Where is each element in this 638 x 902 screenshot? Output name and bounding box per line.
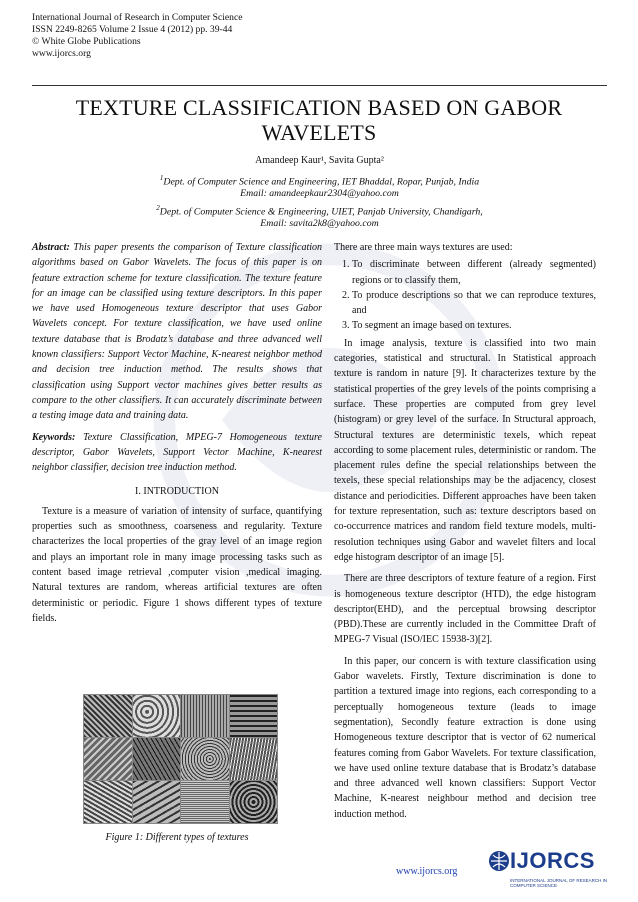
texture-sample (84, 738, 132, 780)
ijorcs-logo (488, 848, 595, 874)
footer-website-link[interactable]: www.ijorcs.org (396, 866, 458, 877)
intro-paragraph: Texture is a measure of variation of intensity of surface, quantifying properties such as smoothness, coarseness and regularity. Texture characterizes the local properties of the gray level of an image region and plays an important role in many image processing tasks such as content based image retrieval ,computer vision ,medical imaging. Natural textures are random, whereas artificial textures are often deterministic or periodic. Figure 1 shows different types of texture fields. (32, 505, 322, 624)
journal-name: International Journal of Research in Computer Science (32, 12, 243, 23)
globe-icon (488, 850, 510, 872)
header-divider (32, 85, 607, 86)
figure-texture-grid (83, 694, 278, 824)
figure-caption: Figure 1: Different types of textures (105, 832, 249, 843)
authors: Amandeep Kaur¹, Savita Gupta² (255, 155, 384, 166)
texture-sample (133, 738, 181, 780)
paragraph-analysis: In image analysis, texture is classified into two main categories, statistical and structural. In Statistical approach texture is random in nature [9]. It characterizes texture by the statistical properties of the grey levels of the points comprising a surface. These properties are computed from grey level (histogram) or grey level of the surface. In Structural approach, Structural textures are deterministic texels, which repeat according to some placement rules, deterministic or random. The placement rules define the special relationships between the texels, these special relationships may be the adjacency, closest distance and periodicities. Different approaches have been taken for texture representation, such as: texture descriptors based on co-occurrence matrices and random field texture models, multi-resolution techniques using Gabor and wavelet filters and local edge histogram descriptor of an image [5]. (334, 337, 596, 563)
affiliation-2-number: 2 (156, 204, 160, 212)
abstract-label: Abstract: (32, 242, 70, 253)
texture-sample (181, 781, 229, 823)
section-heading-introduction: I. INTRODUCTION (135, 486, 219, 498)
texture-sample (230, 695, 278, 737)
usage-list (334, 257, 596, 333)
affiliation-2-email: Email: savita2k8@yahoo.com (260, 218, 379, 230)
paragraph-descriptors: There are three descriptors of texture feature of a region. First is homogeneous texture descriptor (HTD), the edge histogram descriptor(EHD), and the perceptual browsing descriptor (PBD).These are currently included in the Committee Draft of MPEG-7 Visual (ISO/IEC 15938-3)[2]. (334, 573, 596, 646)
journal-issn: ISSN 2249-8265 Volume 2 Issue 4 (2012) pp. 39-44 (32, 24, 233, 35)
affiliation-2 (32, 202, 607, 230)
affiliation-1 (32, 172, 607, 200)
list-item: 3. To segment an image based on textures. (352, 318, 596, 333)
logo-subtitle: INTERNATIONAL JOURNAL OF RESEARCH IN COMPUTER SCIENCE (510, 878, 608, 888)
usage-lead: There are three main ways textures are used: (334, 242, 513, 253)
journal-website: www.ijorcs.org (32, 48, 91, 59)
paragraph-concern: In this paper, our concern is with texture classification using Gabor wavelets. Firstly, Texture discrimination is done to partition a textured image into regions, each corresponding to a perceptually homogeneous texture (leads to image segmentation), Secondly feature extraction is done using Homogeneous texture descriptor that is vector of 62 numerical features coming from Gabor Wavelets. For texture classification, we have used online texture database that is Brodatz’s database and three advanced well known classifiers: Support Vector Machine, K-nearest neighbour method and decision tree induction method. (334, 655, 596, 820)
keywords-label: Keywords: (32, 431, 76, 443)
affiliation-2-dept: Dept. of Computer Science & Engineering, UIET, Panjab University, Chandigarh, (159, 206, 483, 218)
paper-title (40, 95, 598, 145)
journal-publisher: © White Globe Publications (32, 36, 141, 47)
list-item: 1. To discriminate between different (already segmented) regions or to classify them, (352, 257, 596, 288)
texture-sample (230, 781, 278, 823)
texture-sample (181, 695, 229, 737)
journal-header (32, 12, 242, 60)
texture-sample (230, 738, 278, 780)
texture-sample (181, 738, 229, 780)
affiliation-1-email: Email: amandeepkaur2304@yahoo.com (240, 188, 399, 200)
texture-sample (84, 781, 132, 823)
affiliation-1-dept: Dept. of Computer Science and Engineering, IET Bhaddal, Ropar, Punjab, India (163, 176, 480, 188)
texture-sample (133, 781, 181, 823)
title-line-1: TEXTURE CLASSIFICATION BASED ON GABOR (75, 95, 563, 120)
abstract-text: This paper presents the comparison of Texture classification algorithms based on Gabor Wavelets. The focus of this paper is on feature extraction scheme for texture classification. The texture feature for an image can be classified using texture descriptors. In this paper we have used Homogeneous texture descriptor that uses Gabor Wavelets concept. For texture classification, we have used online texture database that is Brodatz’s database and three advanced well known classifiers: Support Vector Machine, K-nearest neighbor method and decision tree induction method. The results shows that classification using Support vector machines gives better results as compare to the other classifiers. It can accurately discriminate between a testing image data and training data. (32, 242, 323, 422)
list-item: 2. To produce descriptions so that we can reproduce textures, and (352, 288, 596, 319)
affiliation-1-number: 1 (159, 174, 164, 182)
abstract (32, 240, 322, 424)
keywords (32, 430, 322, 476)
title-line-2: WAVELETS (261, 120, 377, 145)
logo-wordmark: IJORCS (510, 848, 595, 873)
texture-sample (133, 695, 181, 737)
left-column (32, 240, 322, 626)
texture-sample (84, 695, 132, 737)
right-column (334, 240, 596, 822)
keywords-text: Texture Classification, MPEG-7 Homogeneous texture descriptor, Gabor Wavelets, Support Vector Machine, K-nearest neighbor classifier, decision tree induction method. (32, 431, 323, 474)
